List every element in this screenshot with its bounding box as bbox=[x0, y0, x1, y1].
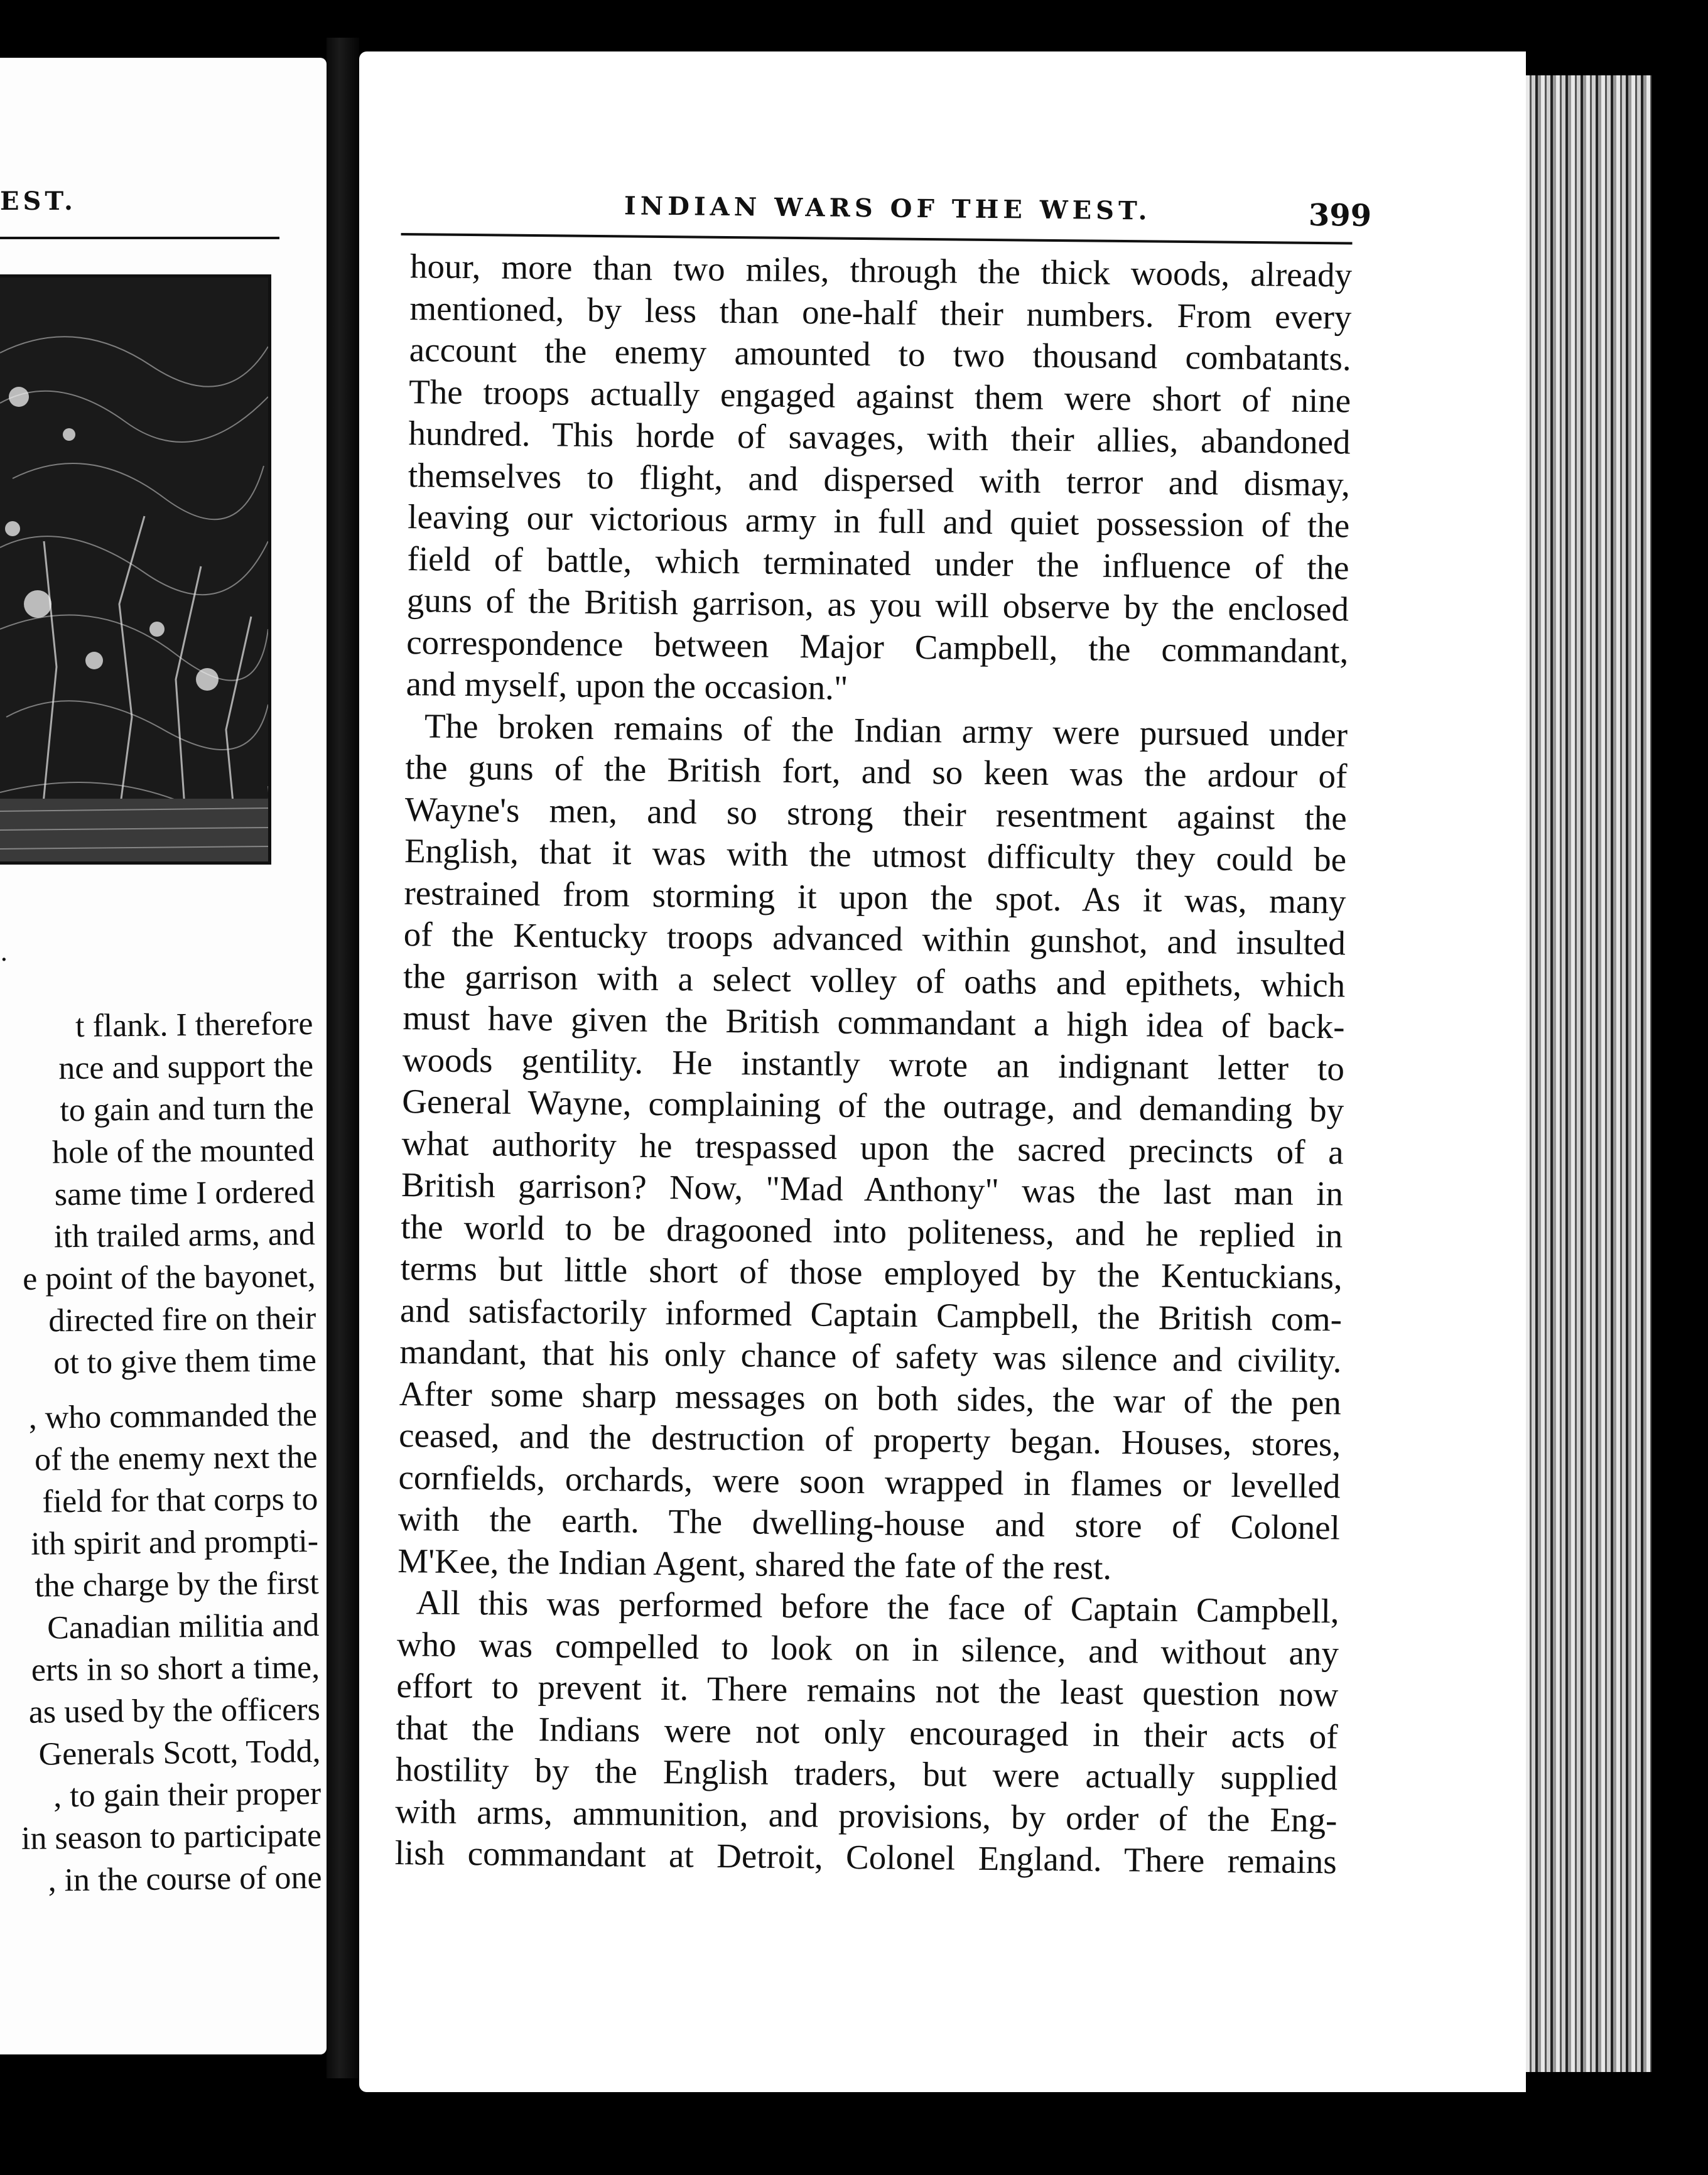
text-line: hostility by the English traders, but were actually supplied bbox=[395, 1750, 1338, 1798]
text-line: effort to prevent it. There remains not the least question now bbox=[396, 1666, 1339, 1714]
text-line: hour, more than two miles, through the thick woods, already bbox=[409, 247, 1353, 294]
left-line: of the enemy next the bbox=[34, 1438, 318, 1478]
book-gutter bbox=[327, 38, 359, 2078]
left-line: , in the course of one bbox=[48, 1859, 322, 1899]
text-line: that the Indians were not only encouraged in their acts of bbox=[396, 1708, 1338, 1756]
head-rule bbox=[401, 233, 1353, 245]
left-head-rule bbox=[0, 237, 279, 239]
left-line: hole of the mounted bbox=[51, 1131, 315, 1171]
text-line: restrained from storming it upon the spot. As it was, many bbox=[404, 873, 1346, 920]
text-line: with the earth. The dwelling-house and store of Colonel bbox=[397, 1499, 1341, 1547]
left-line: t flank. I therefore bbox=[75, 1005, 313, 1044]
text-line: British garrison? Now, "Mad Anthony" was the last man in bbox=[401, 1165, 1344, 1213]
text-line: and myself, upon the occasion." bbox=[406, 664, 848, 707]
text-line: of the Kentucky troops advanced within gunshot, and insulted bbox=[403, 915, 1346, 963]
text-line: the world to be dragooned into politeness, and he replied in bbox=[401, 1207, 1343, 1255]
text-line: terms but little short of those employed by the Kentuckians, bbox=[400, 1249, 1343, 1297]
left-line: , who commanded the bbox=[28, 1396, 318, 1436]
engraving-artwork bbox=[0, 278, 268, 861]
left-line: ot to give them time bbox=[53, 1342, 317, 1381]
left-line: Generals Scott, Todd, bbox=[38, 1733, 321, 1773]
text-line: mandant, that his only chance of safety was silence and civility. bbox=[399, 1332, 1342, 1380]
text-line: the guns of the British fort, and so keen was the ardour of bbox=[405, 748, 1348, 796]
left-line: nce and support the bbox=[58, 1047, 314, 1087]
left-column-text bbox=[0, 1003, 322, 1902]
right-page bbox=[359, 51, 1526, 2092]
text-line: account the enemy amounted to two thousand combatants. bbox=[409, 330, 1352, 378]
text-line: cornfields, orchards, were soon wrapped in flames or levelled bbox=[398, 1457, 1341, 1505]
text-line: The troops actually engaged against them were short of nine bbox=[408, 372, 1351, 420]
left-line: e point of the bayonet, bbox=[22, 1258, 316, 1297]
left-page bbox=[0, 58, 327, 2054]
text-line: leaving our victorious army in full and quiet possession of the bbox=[407, 497, 1350, 545]
left-line: to gain and turn the bbox=[60, 1089, 315, 1129]
page-number: 399 bbox=[1308, 197, 1372, 234]
text-line: themselves to flight, and dispersed with terror and dismay, bbox=[408, 455, 1351, 504]
text-line: correspondence between Major Campbell, the commandant, bbox=[406, 622, 1349, 670]
text-line: General Wayne, complaining of the outrage, and demanding by bbox=[402, 1082, 1344, 1130]
text-line: M'Kee, the Indian Agent, shared the fate of the rest. bbox=[397, 1541, 1112, 1587]
text-line: the garrison with a select volley of oaths and epithets, which bbox=[403, 956, 1346, 1004]
text-line: with arms, ammunition, and provisions, by order of the Eng- bbox=[395, 1791, 1338, 1839]
left-line: in season to participate bbox=[21, 1817, 322, 1857]
text-line: ceased, and the destruction of property began. Houses, stores, bbox=[398, 1416, 1341, 1464]
body-text bbox=[394, 246, 1352, 1883]
left-line: Canadian militia and bbox=[46, 1607, 320, 1646]
text-line: Wayne's men, and so strong their resentment against the bbox=[404, 789, 1348, 837]
left-line: the charge by the first bbox=[34, 1565, 319, 1604]
text-line: mentioned, by less than one-half their numbers. From every bbox=[409, 288, 1352, 337]
left-line: , to gain their proper bbox=[53, 1775, 322, 1815]
text-line: All this was performed before the face of Captain Campbell, bbox=[416, 1583, 1339, 1631]
text-line: and satisfactorily informed Captain Campbell, the British com- bbox=[399, 1290, 1343, 1338]
text-line: English, that it was with the utmost difficulty they could be bbox=[404, 831, 1347, 879]
text-line: field of battle, which terminated under the influence of the bbox=[407, 539, 1349, 587]
text-line: guns of the British garrison, as you will observe by the enclosed bbox=[406, 581, 1349, 629]
text-line: who was compelled to look on in silence, and without any bbox=[396, 1624, 1339, 1672]
running-head: INDIAN WARS OF THE WEST. bbox=[624, 191, 1152, 226]
text-line: woods gentility. He instantly wrote an indignant letter to bbox=[402, 1040, 1345, 1088]
engraving-illustration bbox=[0, 274, 271, 865]
left-caption-fragment: . bbox=[0, 938, 8, 967]
page-edges bbox=[1526, 75, 1651, 2072]
text-line: must have given the British commandant a high idea of back- bbox=[403, 998, 1345, 1046]
text-line: The broken remains of the Indian army were pursued under bbox=[424, 706, 1348, 753]
left-line: ith trailed arms, and bbox=[53, 1216, 316, 1255]
left-line: erts in so short a time, bbox=[31, 1649, 320, 1688]
left-line: ith spirit and prompti- bbox=[30, 1523, 319, 1562]
left-line: as used by the officers bbox=[28, 1691, 321, 1730]
left-line: field for that corps to bbox=[42, 1481, 318, 1520]
text-line: lish commandant at Detroit, Colonel England. There remains bbox=[394, 1833, 1338, 1881]
left-running-head: EST. bbox=[0, 186, 77, 216]
text-line: hundred. This horde of savages, with their allies, abandoned bbox=[408, 414, 1351, 461]
text-line: what authority he trespassed upon the sacred precincts of a bbox=[401, 1123, 1344, 1171]
left-line: directed fire on their bbox=[48, 1300, 316, 1339]
left-line: same time I ordered bbox=[54, 1174, 315, 1213]
text-line: After some sharp messages on both sides, the war of the pen bbox=[399, 1374, 1342, 1422]
